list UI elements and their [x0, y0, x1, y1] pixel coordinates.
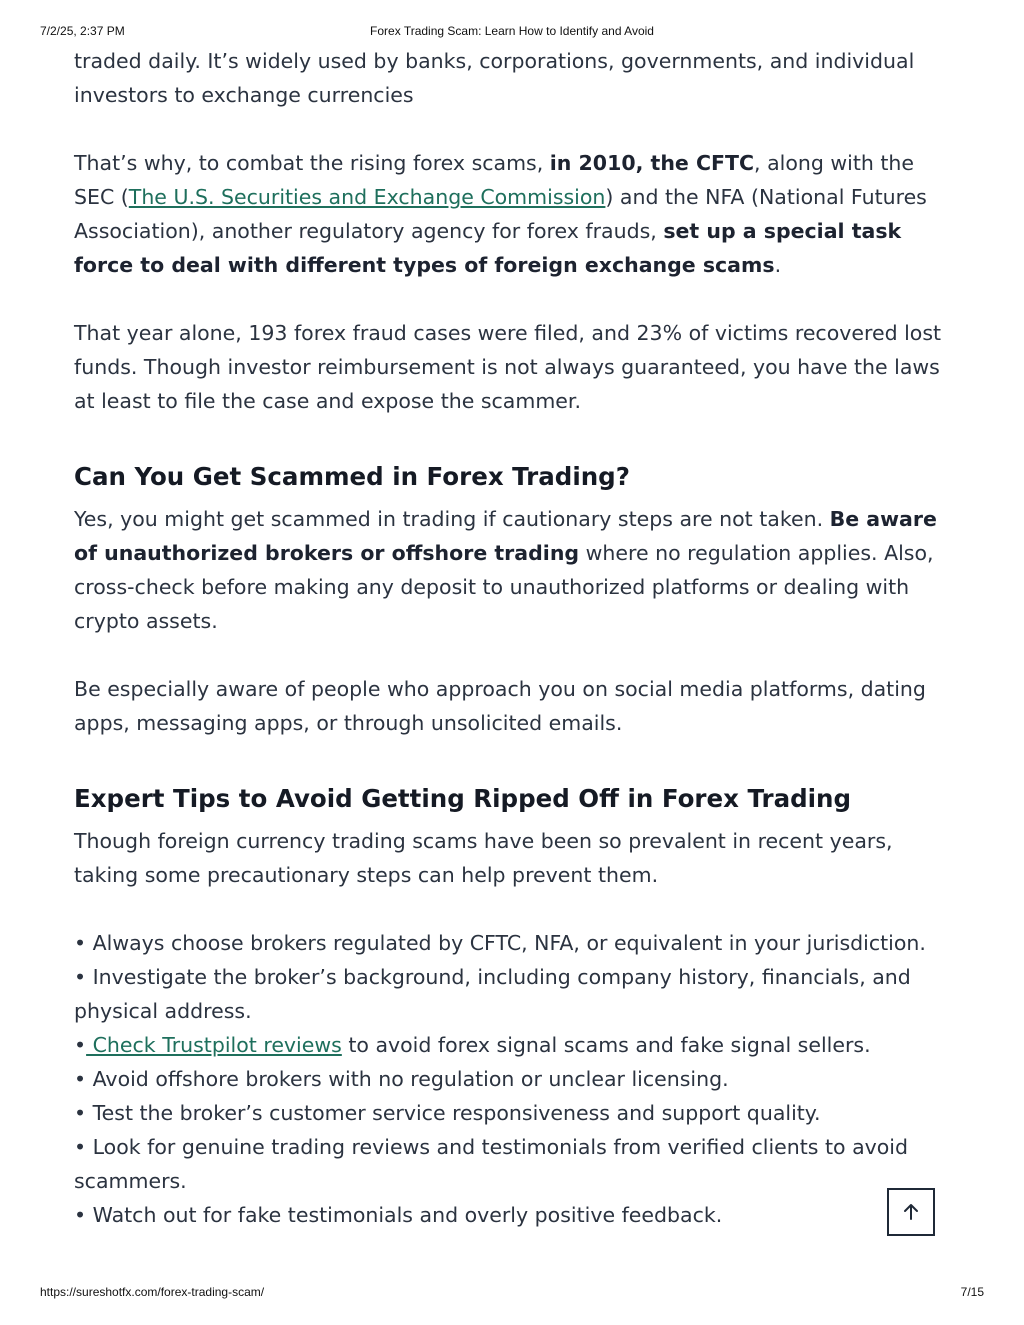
print-url: https://sureshotfx.com/forex-trading-scam/ [40, 1285, 265, 1299]
print-footer [0, 1285, 1024, 1305]
list-item [74, 926, 954, 960]
sec-link[interactable]: The U.S. Securities and Exchange Commission [128, 185, 606, 209]
bold-run: in 2010, the CFTC [549, 151, 755, 175]
list-item [74, 1198, 954, 1232]
bullet-glyph: • [74, 1203, 87, 1227]
bullet-glyph: • [74, 1033, 87, 1057]
cftc-paragraph [74, 146, 954, 282]
back-to-top-button[interactable] [887, 1188, 935, 1236]
trustpilot-link[interactable]: Check Trustpilot reviews [86, 1033, 342, 1057]
list-item [74, 960, 954, 1028]
bullet-glyph: • [74, 1101, 87, 1125]
print-page-number: 7/15 [960, 1285, 984, 1299]
bullet-glyph: • [74, 931, 87, 955]
scammed-paragraph [74, 502, 954, 638]
social-media-paragraph: Be especially aware of people who approach you on social media platforms, dating apps, messaging apps, or through unsolicited emails. [74, 677, 926, 735]
list-item-text: Investigate the broker’s background, including company history, financials, and physical address. [74, 965, 911, 1023]
list-item-text: Look for genuine trading reviews and testimonials from verified clients to avoid scammers. [74, 1135, 909, 1193]
list-item-text: to avoid forex signal scams and fake signal sellers. [341, 1033, 871, 1057]
list-item-text: Always choose brokers regulated by CFTC, NFA, or equivalent in your jurisdiction. [86, 931, 926, 955]
list-item-text: Test the broker’s customer service responsiveness and support quality. [86, 1101, 821, 1125]
bullet-glyph: • [74, 965, 87, 989]
list-item-text: Avoid offshore brokers with no regulation or unclear licensing. [86, 1067, 729, 1091]
list-item [74, 1096, 954, 1130]
arrow-up-icon [901, 1202, 921, 1222]
text-run: Yes, you might get scammed in trading if cautionary steps are not taken. [74, 507, 830, 531]
stats-paragraph: That year alone, 193 forex fraud cases were filed, and 23% of victims recovered lost funds. Though investor reimbursement is not always guaranteed, you have the laws at least to file the case and expose the scammer. [74, 321, 942, 413]
bullet-glyph: • [74, 1067, 87, 1091]
article-content [74, 44, 954, 1232]
text-run: That’s why, to combat the rising forex scams, [74, 151, 550, 175]
text-run: , along with the SEC ( [74, 151, 915, 209]
list-item [74, 1028, 954, 1062]
bold-run: Be aware of unauthorized brokers or offshore trading [74, 507, 937, 565]
list-item-text: Watch out for fake testimonials and overly positive feedback. [86, 1203, 723, 1227]
list-item [74, 1062, 954, 1096]
print-page-title: Forex Trading Scam: Learn How to Identify and Avoid [370, 24, 654, 38]
print-header [0, 24, 1024, 44]
text-run: where no regulation applies. Also, cross-check before making any deposit to unauthorized platforms or dealing with crypto assets. [74, 541, 934, 633]
bold-run: set up a special task force to deal with different types of foreign exchange scams [74, 219, 902, 277]
tips-intro-paragraph: Though foreign currency trading scams have been so prevalent in recent years, taking some precautionary steps can help prevent them. [74, 829, 893, 887]
section-heading-tips: Expert Tips to Avoid Getting Ripped Off in Forex Trading [74, 784, 852, 813]
list-item [74, 1130, 954, 1198]
text-run: ) and the NFA (National Futures Association), another regulatory agency for forex frauds, [74, 185, 927, 243]
print-datetime: 7/2/25, 2:37 PM [40, 24, 125, 38]
intro-fragment-paragraph: traded daily. It’s widely used by banks, corporations, governments, and individual investors to exchange currencies [74, 49, 915, 107]
text-run: . [774, 253, 782, 277]
section-heading-scammed: Can You Get Scammed in Forex Trading? [74, 462, 630, 491]
bullet-glyph: • [74, 1135, 87, 1159]
